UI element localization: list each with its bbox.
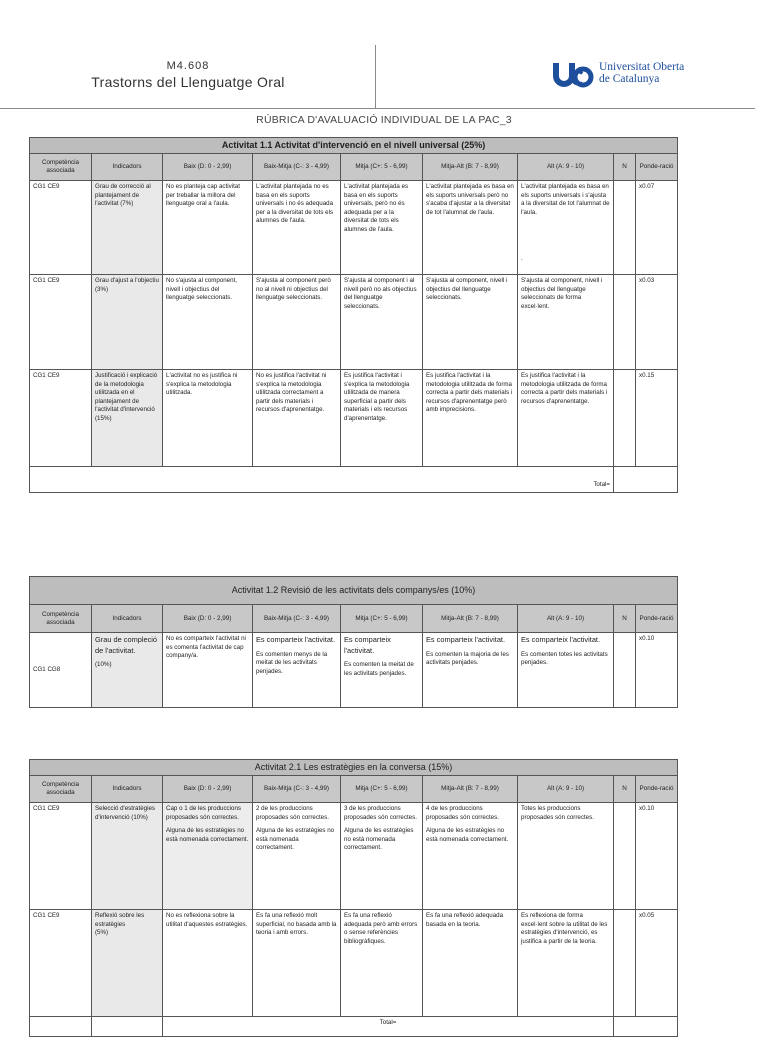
column-header-n: N [614,605,636,633]
weight-cell: x0.10 [636,803,678,910]
n-cell [614,803,636,910]
weight-cell: x0.15 [636,370,678,467]
total-blank-cell [92,1017,163,1037]
indicator-cell: Reflexió sobre les estratègies (5%) [92,910,163,1017]
level-low-cell: No es comparteix l'activitat ni es comenta l'activitat de cap company/a. [163,633,253,708]
column-header-low: Baix (D: 0 - 2,99) [163,776,253,803]
weight-cell: x0.05 [636,910,678,1017]
level-mid-cell: Es comparteix l'activitat. Es comenten la meitat de les activitats penjades. [341,633,423,708]
table-row [30,275,678,370]
column-header-n: N [614,154,636,181]
total-label: Total= [30,467,614,493]
table-title: Activitat 1.1 Activitat d'intervenció en el nivell universal (25%) [30,138,678,154]
level-high-cell: Es comparteix l'activitat. Es comenten totes les activitats penjades. [518,633,614,708]
level-high-cell: L'activitat plantejada es basa en els suports universals i s'ajusta a la diversitat de tot l'alumnat de l'aula. . [518,181,614,275]
level-high-cell: S'ajusta al component, nivell i objectius del llenguatge seleccionats de forma excel·lent. [518,275,614,370]
table-row [30,181,678,275]
column-header-high: Alt (A: 9 - 10) [518,605,614,633]
competence-cell: CG1 CE9 [30,181,92,275]
level-low-cell: Cap o 1 de les produccions proposades són correctes. Alguna de les estratègies no està nomenada correctament. [163,803,253,910]
course-name: Trastorns del Llenguatge Oral [91,74,285,90]
indicator-cell: Grau de compleció de l'activitat. (10%) [92,633,163,708]
column-header-mid-high: Mitja-Alt (B: 7 - 8,99) [423,605,518,633]
competence-cell: CG1 CE9 [30,275,92,370]
level-low-mid-cell: S'ajusta al component però no al nivell ni objectius del llenguatge seleccionats. [253,275,341,370]
column-header-low: Baix (D: 0 - 2,99) [163,154,253,181]
level-low-mid-cell: L'activitat plantejada no es basa en els suports universals i no és adequada per a la diversitat de tots els alumnes de l'aula. [253,181,341,275]
level-low-mid-cell: 2 de les produccions proposades són correctes. Alguna de les estratègies no està nomenada correctament. [253,803,341,910]
competence-cell: CG1 CE9 [30,370,92,467]
column-header-low: Baix (D: 0 - 2,99) [163,605,253,633]
level-low-mid-cell: No es justifica l'activitat ni s'explica la metodologia utilitzada correctament a partir dels materials i recursos d'aprenentatge. [253,370,341,467]
weight-cell: x0.03 [636,275,678,370]
column-header-mid: Mitja (C+: 5 - 6,99) [341,776,423,803]
course-code: M4.608 [166,60,210,72]
column-header-n: N [614,776,636,803]
weight-cell: x0.10 [636,633,678,708]
level-mid-cell: Es fa una reflexió adequada però amb errors o sense referències bibliogràfiques. [341,910,423,1017]
level-high-cell: Es reflexiona de forma excel·lent sobre la utilitat de les estratègies d'intervenció, es justifica a partir de la teoria. [518,910,614,1017]
column-header-weight: Ponde-ració [636,154,678,181]
header-divider [375,45,376,108]
column-header-competence: Competència associada [30,605,92,633]
level-mid-cell: 3 de les produccions proposades són correctes. Alguna de les estratègies no està nomenada correctament. [341,803,423,910]
n-cell [614,910,636,1017]
indicator-cell: Grau de correcció al plantejament de l'activitat (7%) [92,181,163,275]
competence-cell: CG1 CG8 [30,633,92,708]
total-blank-cell [30,1017,92,1037]
level-low-mid-cell: Es comparteix l'activitat. Es comenten menys de la meitat de les activitats penjades. [253,633,341,708]
document-title: RÚBRICA D'AVALUACIÓ INDIVIDUAL DE LA PAC_3 [256,114,512,126]
column-header-low-mid: Baix-Mitja (C-: 3 - 4,99) [253,154,341,181]
column-header-weight: Ponde-ració [636,605,678,633]
table-row [30,370,678,467]
column-header-competence: Competència associada [30,776,92,803]
column-header-weight: Ponde-ració [636,776,678,803]
level-mid-high-cell: Es justifica l'activitat i la metodologia utilitzada de forma correcta a partir dels materials i recursos d'aprenentatge però amb imprecisions. [423,370,518,467]
competence-cell: CG1 CE9 [30,910,92,1017]
column-header-indicators: Indicadors [92,154,163,181]
column-header-mid-high: Mitja-Alt (B: 7 - 8,99) [423,154,518,181]
n-cell [614,370,636,467]
level-low-cell: No es reflexiona sobre la utilitat d'aquestes estratègies. [163,910,253,1017]
table-row [30,910,678,1017]
n-cell [614,633,636,708]
indicator-cell: Grau d'ajust a l'objectiu (3%) [92,275,163,370]
header-rule [0,108,755,109]
level-mid-high-cell: Es comparteix l'activitat. Es comenten la majoria de les activitats penjades. [423,633,518,708]
n-cell [614,275,636,370]
level-mid-high-cell: S'ajusta al component, nivell i objectius del llenguatge seleccionats. [423,275,518,370]
total-row [30,467,678,493]
uoc-logo-icon [552,60,596,90]
table-title: Activitat 2.1 Les estratègies en la conversa (15%) [30,760,678,776]
level-low-cell: No es planteja cap activitat per treballar la millora del llenguatge oral a l'aula. [163,181,253,275]
page-header [0,0,768,110]
column-header-mid: Mitja (C+: 5 - 6,99) [341,154,423,181]
column-header-high: Alt (A: 9 - 10) [518,776,614,803]
competence-cell: CG1 CE9 [30,803,92,910]
total-row [30,1017,678,1037]
level-low-cell: L'activitat no es justifica ni s'explica la metodologia utilitzada. [163,370,253,467]
level-high-cell: Es justifica l'activitat i la metodologia utilitzada de forma correcta a partir dels materials i recursos d'aprenentatge. [518,370,614,467]
weight-cell: x0.07 [636,181,678,275]
column-header-indicators: Indicadors [92,605,163,633]
column-header-mid: Mitja (C+: 5 - 6,99) [341,605,423,633]
level-mid-high-cell: Es fa una reflexió adequada basada en la teoria. [423,910,518,1017]
total-label: Total= [163,1017,614,1037]
table-row [30,633,678,708]
table-title: Activitat 1.2 Revisió de les activitats dels companys/es (10%) [30,577,678,605]
level-mid-cell: L'activitat plantejada es basa en els suports universals, però no és adequada per a la diversitat de tots els alumnes de l'aula. [341,181,423,275]
rubric-table-activity-1-1 [29,137,678,493]
column-header-low-mid: Baix-Mitja (C-: 3 - 4,99) [253,605,341,633]
column-header-high: Alt (A: 9 - 10) [518,154,614,181]
level-mid-high-cell: 4 de les produccions proposades són correctes. Alguna de les estratègies no està nomenada correctament. [423,803,518,910]
column-header-indicators: Indicadors [92,776,163,803]
column-header-low-mid: Baix-Mitja (C-: 3 - 4,99) [253,776,341,803]
level-low-cell: No s'ajusta al component, nivell i objectius del llenguatge seleccionats. [163,275,253,370]
column-header-mid-high: Mitja-Alt (B: 7 - 8,99) [423,776,518,803]
indicator-cell: Selecció d'estratègies d'intervenció (10%) [92,803,163,910]
level-high-cell: Totes les produccions proposades són correctes. [518,803,614,910]
total-value-cell[interactable] [614,467,678,493]
rubric-table-activity-2-1 [29,759,678,1037]
column-header-competence: Competència associada [30,154,92,181]
table-row [30,803,678,910]
level-low-mid-cell: Es fa una reflexió molt superficial, no basada amb la teoria i amb errors. [253,910,341,1017]
total-value-cell[interactable] [614,1017,678,1037]
level-mid-high-cell: L'activitat plantejada es basa en els suports universals però no s'acaba d'ajustar a la diversitat de tot l'alumnat de l'aula. [423,181,518,275]
level-mid-cell: Es justifica l'activitat i s'explica la metodologia utilitzada de manera superficial a partir dels materials i els recursos d'aprenentatge. [341,370,423,467]
indicator-cell: Justificació i explicació de la metodologia utilitzada en el plantejament de l'activitat d'intervenció (15%) [92,370,163,467]
n-cell [614,181,636,275]
level-mid-cell: S'ajusta al component i al nivell però no als objectius del llenguatge seleccionats. [341,275,423,370]
uoc-logo-text: Universitat Oberta de Catalunya [599,61,685,85]
rubric-table-activity-1-2 [29,576,678,708]
